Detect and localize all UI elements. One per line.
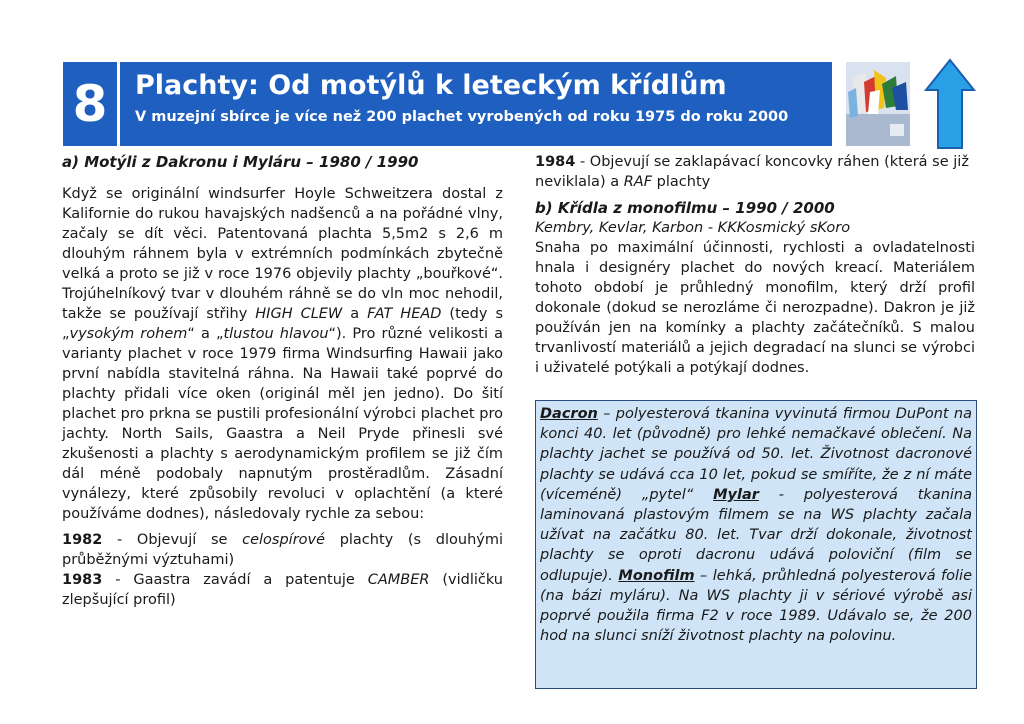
section-a-heading: a) Motýli z Dakronu i Myláru – 1980 / 1990 bbox=[62, 153, 419, 171]
page-subtitle: V muzejní sbírce je více než 200 plachet vyrobených od roku 1975 do roku 2000 bbox=[135, 109, 789, 125]
term-mylar: Mylar bbox=[713, 486, 759, 503]
page-title: Plachty: Od motýlů k leteckým křídlům bbox=[135, 70, 727, 101]
section-b-brands: Kembry, Kevlar, Karbon - KKKosmický sKoro bbox=[535, 220, 851, 236]
section-b-paragraph: Snaha po maximální účinnosti, rychlosti a ovladatelnosti hnala i designéry plachet do nových kreací. Materiálem tohoto období je průhledný monofilm, který drží profil dokonale (dokud se nerozláme či nerozpadne). Dakron je již používán jen na komínky a plachty začátečníků. S malou trvanlivostí materiálů a jejich degradací na slunci se výrobci i uživatelé potýkali a potýkají dodnes. bbox=[535, 240, 975, 376]
def-monofilm: – lehká, průhledná polyesterová folie (na bázi myláru). Na WS plachty ji v sériové výrobě asi poprvé použila firma F2 v roce 1989. Udávalo se, že 200 hod na slunci sníží životnost plachty na polovinu. bbox=[540, 567, 973, 645]
term-monofilm: Monofilm bbox=[618, 567, 695, 584]
section-a-paragraph: Když se originální windsurfer Hoyle Schweitzera dostal z Kalifornie do rukou havajských nadšenců a na pořádné vlny, začaly se dít věci. Patentovaná plachta 5,5m2 s 2,6 m dlouhým ráhnem byla v extrémních podmínkách zbytečně velká a proto se již v roce 1976 objevily plachty „bouřkové“. Trojúhelníkový tvar v dlouhém ráhně se do vln moc nehodil, takže se používají střihy HIGH CLEW a FAT HEAD (tedy s „vysokým rohem“ a „tlustou hlavou“). Pro různé velikosti a varianty plachet v roce 1979 firma Windsurfing Hawaii jako první nabídla stavitelná ráhna. Na Hawaii také poprvé do plachty přidali více oken (originál měl jen jedno). Do šití plachet pro prkna se pustili profesionální výrobci plachet pro jachty. North Sails, Gaastra a Neil Pryde přinesli své zkušenosti a plachty s aerodynamickým profilem se již čím dál méně podobaly napnutým prostěradlům. Zásadní vynálezy, které způsobily revoluci v oplachtění (a které používáme dodnes), následovaly rychle za sebou: bbox=[62, 186, 503, 522]
timeline-1983: 1983 - Gaastra zavádí a patentuje CAMBER (vidličku zlepšující profil) bbox=[62, 572, 503, 608]
chapter-number: 8 bbox=[63, 62, 120, 146]
right-column bbox=[535, 152, 975, 378]
header-bar bbox=[63, 62, 832, 146]
left-column bbox=[62, 152, 503, 610]
def-mylar: - polyesterová tkanina laminovaná plastovým filmem se na WS plachty začala užívat na začátku 80. let. Tvar drží dokonale, životnost plachty se oproti dacronu udává poloviční (film se odlupuje). bbox=[540, 486, 972, 584]
term-dacron: Dacron bbox=[540, 406, 598, 422]
def-dacron: – polyesterová tkanina vyvinutá firmou DuPont na konci 40. let (původně) pro lehké nemačkavé oblečení. Na plachty jachet se používá od 50. let. Životnost dacronové plachty se udává cca 10 let, pokud se smíříte, že z ní máte (víceméně) „pytel“ bbox=[540, 406, 972, 503]
materials-glossary-box bbox=[535, 400, 977, 689]
section-b-heading: b) Křídla z monofilmu – 1990 / 2000 bbox=[535, 199, 835, 217]
windsurf-sails-photo bbox=[846, 62, 910, 146]
up-arrow-icon[interactable] bbox=[924, 58, 976, 150]
timeline-1982: 1982 - Objevují se celospírové plachty (s dlouhými průběžnými výztuhami) bbox=[62, 532, 503, 568]
timeline-1984: 1984 - Objevují se zaklapávací koncovky ráhen (která se již neviklala) a RAF plachty bbox=[535, 154, 969, 190]
